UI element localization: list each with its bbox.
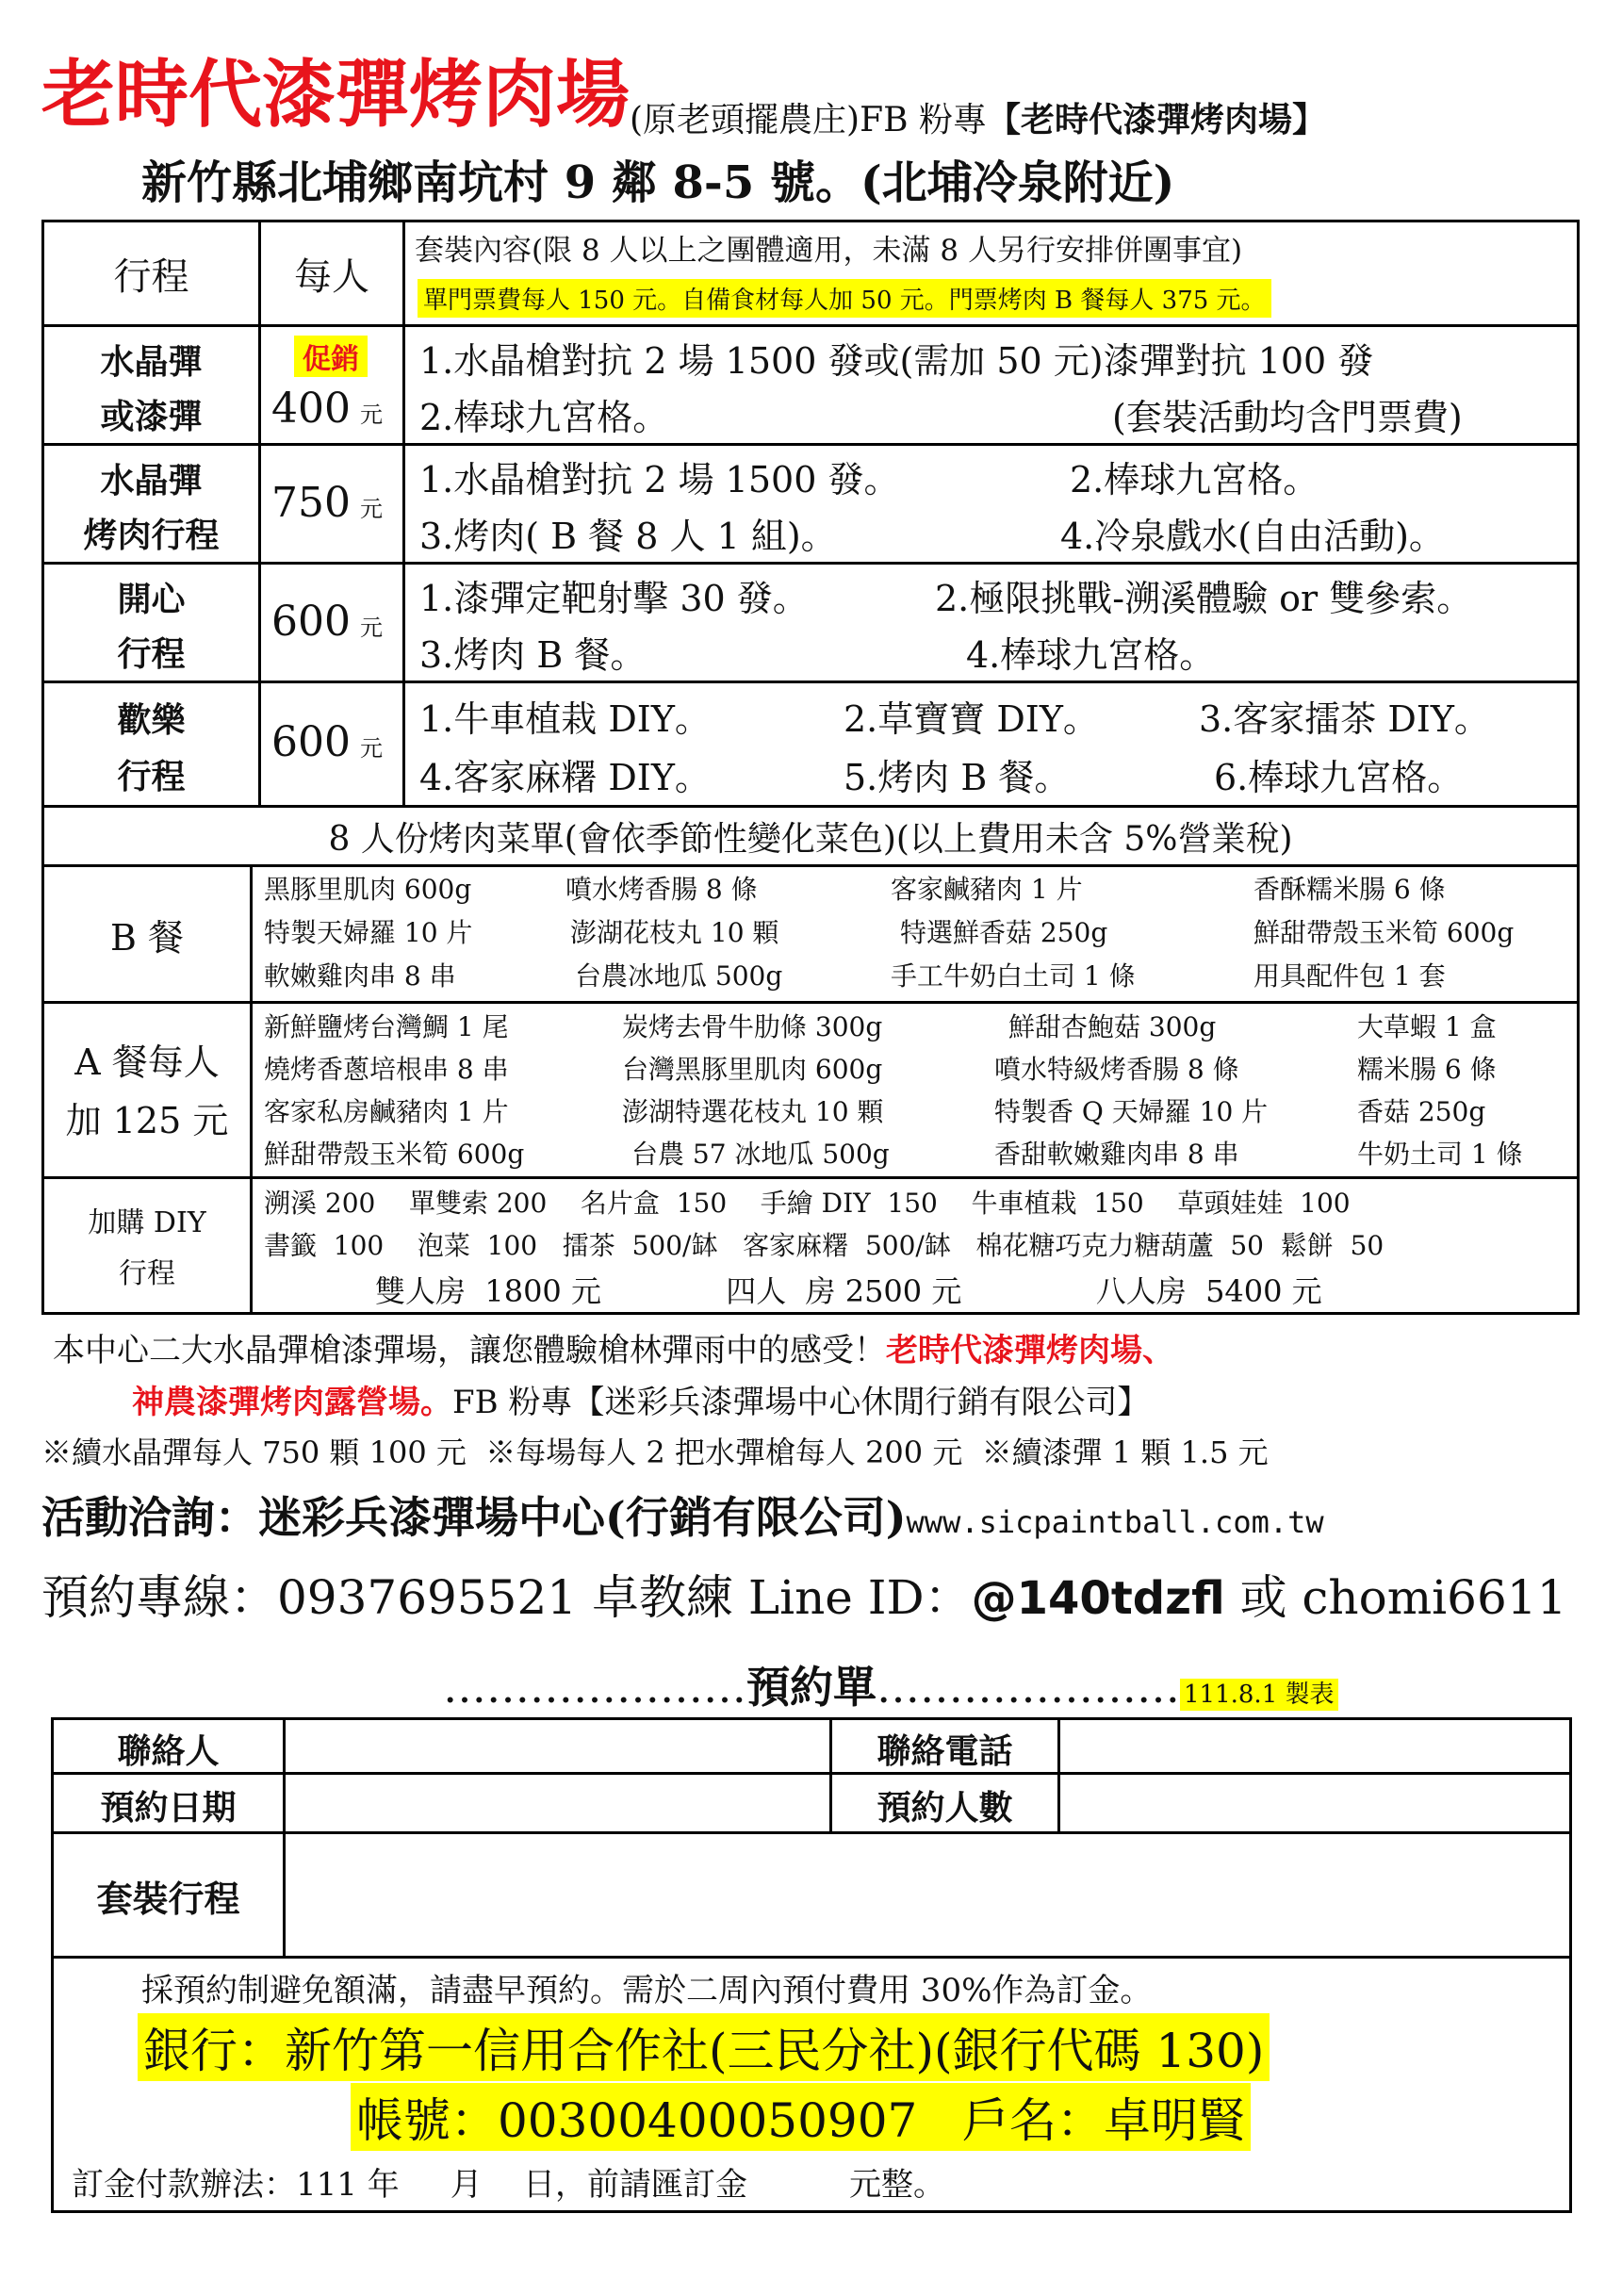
menu-item: 特選鮮香菇 250g <box>900 917 1108 948</box>
row-content: 1.水晶槍對抗 2 場 1500 發或(需加 50 元)漆彈對抗 100 發 <box>419 340 1374 382</box>
row-content: 1.水晶槍對抗 2 場 1500 發。 <box>419 459 900 500</box>
price-unit: 元 <box>359 735 383 762</box>
account-info: 帳號：00300400050907 戶名：卓明賢 <box>351 2083 1251 2151</box>
form-heading <box>443 1653 1338 1715</box>
contact-phone-label: 聯絡電話 <box>877 1731 1013 1771</box>
price-value: 600 <box>271 718 351 766</box>
extra-label: 加購 DIY <box>88 1206 206 1239</box>
menu-item: 香菇 250g <box>1357 1096 1486 1127</box>
menu-item: 新鮮鹽烤台灣鯛 1 尾 <box>264 1011 509 1042</box>
table-rule <box>41 681 1580 683</box>
menu-item: 大草蝦 1 盒 <box>1357 1011 1497 1042</box>
booking-line <box>41 1560 1566 1628</box>
bank-info: 銀行：新竹第一信用合作社(三民分社)(銀行代碼 130) <box>138 2013 1270 2081</box>
row-content: 3.烤肉( B 餐 8 人 1 組)。 <box>419 516 837 557</box>
form-version: 111.8.1 製表 <box>1180 1679 1338 1711</box>
table-rule <box>402 220 405 805</box>
row-content: 1.牛車植栽 DIY。 <box>419 698 711 740</box>
menu-item: 客家私房鹹豬肉 1 片 <box>264 1096 509 1127</box>
table-rule <box>41 443 1580 446</box>
booking-date-label: 預約日期 <box>100 1788 237 1828</box>
menu-item: 特製香 Q 天婦羅 10 片 <box>994 1096 1269 1127</box>
ticket-note: 單門票費每人 150 元。自備食材每人加 50 元。門票烤肉 B 餐每人 375 元。 <box>418 279 1271 318</box>
menu-item: 香酥糯米腸 6 條 <box>1253 874 1446 905</box>
payment-info: 訂金付款辦法：111 年 月 日，前請匯訂金 元整。 <box>72 2166 946 2204</box>
menu-item: 噴水烤香腸 8 條 <box>565 874 758 905</box>
fb-company: FB 粉專【迷彩兵漆彈場中心休閒行銷有限公司】 <box>452 1384 1150 1421</box>
table-rule <box>250 864 253 1315</box>
menu-item: 糯米腸 6 條 <box>1357 1054 1497 1085</box>
refill-info: ※續水晶彈每人 750 顆 100 元 ※每場每人 2 把水彈槍每人 200 元 ※續漆彈 1 顆 1.5 元 <box>41 1435 1269 1470</box>
contact-line <box>41 1484 1324 1546</box>
table-rule <box>41 864 1580 867</box>
contact-label: 活動洽詢：迷彩兵漆彈場中心(行銷有限公司) <box>41 1492 907 1543</box>
info-text: 本中心二大水晶彈槍漆彈場，讓您體驗槍林彈雨中的感受！ <box>53 1332 886 1369</box>
price-value: 750 <box>271 479 351 527</box>
row-content: 3.客家擂茶 DIY。 <box>1199 698 1490 740</box>
menu-item: 客家鹹豬肉 1 片 <box>891 874 1083 905</box>
booking-label: 預約專線：0937695521 卓教練 Line ID： <box>41 1570 972 1625</box>
table-rule <box>41 805 1580 808</box>
price-unit: 元 <box>359 496 383 522</box>
row-content: 2.極限挑戰-溯溪體驗 or 雙參索。 <box>935 578 1473 619</box>
row-name: 歡樂 <box>117 700 186 740</box>
menu-item: 澎湖花枝丸 10 顆 <box>570 917 779 948</box>
row-name: 烤肉行程 <box>83 516 220 555</box>
row-price <box>271 479 383 527</box>
row-name: 水晶彈 <box>100 461 203 500</box>
venue-name: 老時代漆彈烤肉場、 <box>886 1332 1174 1369</box>
row-content: 3.烤肉 B 餐。 <box>419 634 647 676</box>
dots: ………………… <box>443 1662 746 1713</box>
row-content: (套裝活動均含門票費) <box>1112 397 1463 438</box>
menu-title: 8 人份烤肉菜單(會依季節性變化菜色)(以上費用未含 5%營業稅) <box>328 820 1293 859</box>
menu-item: 噴水特級烤香腸 8 條 <box>994 1054 1239 1085</box>
price-unit: 元 <box>359 615 383 641</box>
a-set-grid <box>264 1007 1574 1176</box>
menu-item: 手工牛奶白土司 1 條 <box>891 960 1136 992</box>
col-per-person: 每人 <box>294 255 369 299</box>
row-content: 2.棒球九宮格。 <box>1070 459 1319 500</box>
form-title: 預約單 <box>746 1662 877 1713</box>
promo-badge: 促銷 <box>294 336 368 377</box>
package-label: 套裝行程 <box>96 1878 240 1920</box>
row-name: 或漆彈 <box>100 397 203 436</box>
table-rule <box>41 324 1580 327</box>
row-content: 5.烤肉 B 餐。 <box>844 757 1071 798</box>
extra-line: 雙人房 1800 元 四人 房 2500 元 八人房 5400 元 <box>375 1273 1322 1309</box>
row-content: 2.棒球九宮格。 <box>419 397 669 438</box>
page-title: 老時代漆彈烤肉場 <box>41 52 631 138</box>
b-set-label: B 餐 <box>109 917 184 959</box>
table-rule <box>41 1001 1580 1004</box>
row-name: 水晶彈 <box>100 342 203 382</box>
row-name: 開心 <box>117 580 186 619</box>
row-content: 4.客家麻糬 DIY。 <box>419 757 711 798</box>
contact-phone-field[interactable] <box>1060 1720 1569 1772</box>
title-subtitle: (原老頭擺農庄)FB 粉專 <box>630 101 987 139</box>
info-line <box>132 1376 1149 1422</box>
menu-item: 特製天婦羅 10 片 <box>264 917 473 948</box>
row-content: 6.棒球九宮格。 <box>1214 757 1464 798</box>
table-rule <box>258 220 261 805</box>
fb-page-name: 【老時代漆彈烤肉場】 <box>986 100 1326 139</box>
row-name: 行程 <box>117 634 186 674</box>
menu-item: 台農冰地瓜 500g <box>575 960 783 992</box>
venue-name: 神農漆彈烤肉露營場。 <box>132 1384 452 1421</box>
col-itinerary: 行程 <box>113 255 189 299</box>
menu-item: 用具配件包 1 套 <box>1253 960 1446 992</box>
address: 新竹縣北埔鄉南坑村 9 鄰 8-5 號。(北埔冷泉附近) <box>141 156 1175 209</box>
row-content: 4.冷泉戲水(自由活動)。 <box>1060 516 1445 557</box>
dots: ………………… <box>877 1662 1180 1713</box>
menu-item: 燒烤香蔥培根串 8 串 <box>264 1054 509 1085</box>
menu-item: 牛奶土司 1 條 <box>1357 1139 1523 1170</box>
row-name: 行程 <box>117 757 186 796</box>
content-header: 套裝內容(限 8 人以上之團體適用，未滿 8 人另行安排併團事宜) <box>415 234 1243 268</box>
menu-item: 鮮甜帶殼玉米筍 600g <box>1253 917 1515 948</box>
row-content: 4.棒球九宮格。 <box>966 634 1216 676</box>
price-value: 400 <box>271 385 351 433</box>
header <box>41 36 1326 139</box>
table-rule <box>41 1176 1580 1179</box>
row-price <box>271 718 383 766</box>
price-value: 600 <box>271 598 351 646</box>
menu-item: 黑豚里肌肉 600g <box>264 874 472 905</box>
booking-date-field[interactable] <box>286 1775 829 1831</box>
menu-item: 鮮甜杏鮑菇 300g <box>1008 1011 1217 1042</box>
menu-item: 炭烤去骨牛肋條 300g <box>622 1011 883 1042</box>
info-line <box>53 1324 1174 1370</box>
menu-item: 鮮甜帶殼玉米筍 600g <box>264 1139 525 1170</box>
website-link[interactable]: www.sicpaintball.com.tw <box>906 1504 1324 1540</box>
contact-person-field[interactable] <box>286 1720 829 1772</box>
line-id[interactable]: @140tdzfl <box>971 1572 1225 1625</box>
b-set-grid <box>264 869 1574 999</box>
package-field[interactable] <box>286 1834 1569 1956</box>
row-price <box>271 385 383 433</box>
contact-person-label: 聯絡人 <box>117 1731 220 1771</box>
menu-item: 香甜軟嫩雞肉串 8 串 <box>994 1139 1239 1170</box>
row-content: 1.漆彈定靶射擊 30 發。 <box>419 578 809 619</box>
menu-item: 台灣黑豚里肌肉 600g <box>622 1054 883 1085</box>
booking-count-label: 預約人數 <box>877 1788 1013 1828</box>
menu-item: 軟嫩雞肉串 8 串 <box>264 960 456 992</box>
price-unit: 元 <box>359 402 383 428</box>
line-id-alt: 或 chomi6611 <box>1224 1570 1567 1625</box>
booking-count-field[interactable] <box>1060 1775 1569 1831</box>
deposit-note: 採預約制避免額滿，請盡早預約。需於二周內預付費用 30%作為訂金。 <box>141 1972 1153 2009</box>
table-rule <box>41 562 1580 565</box>
extra-line: 溯溪 200 單雙索 200 名片盒 150 手繪 DIY 150 牛車植栽 150 草頭娃娃 100 <box>264 1188 1351 1219</box>
a-set-label: 加 125 元 <box>65 1100 229 1141</box>
extra-label: 行程 <box>119 1257 175 1290</box>
a-set-label: A 餐每人 <box>74 1041 220 1083</box>
row-content: 2.草寶寶 DIY。 <box>844 698 1099 740</box>
menu-item: 澎湖特選花枝丸 10 顆 <box>622 1096 884 1127</box>
menu-item: 台農 57 冰地瓜 500g <box>631 1139 890 1170</box>
row-price <box>271 598 383 646</box>
extra-line: 書籤 100 泡菜 100 擂茶 500/缽 客家麻糬 500/缽 棉花糖巧克力糖葫蘆 50 鬆餅 50 <box>264 1230 1384 1261</box>
form-rule <box>51 1956 1572 1959</box>
